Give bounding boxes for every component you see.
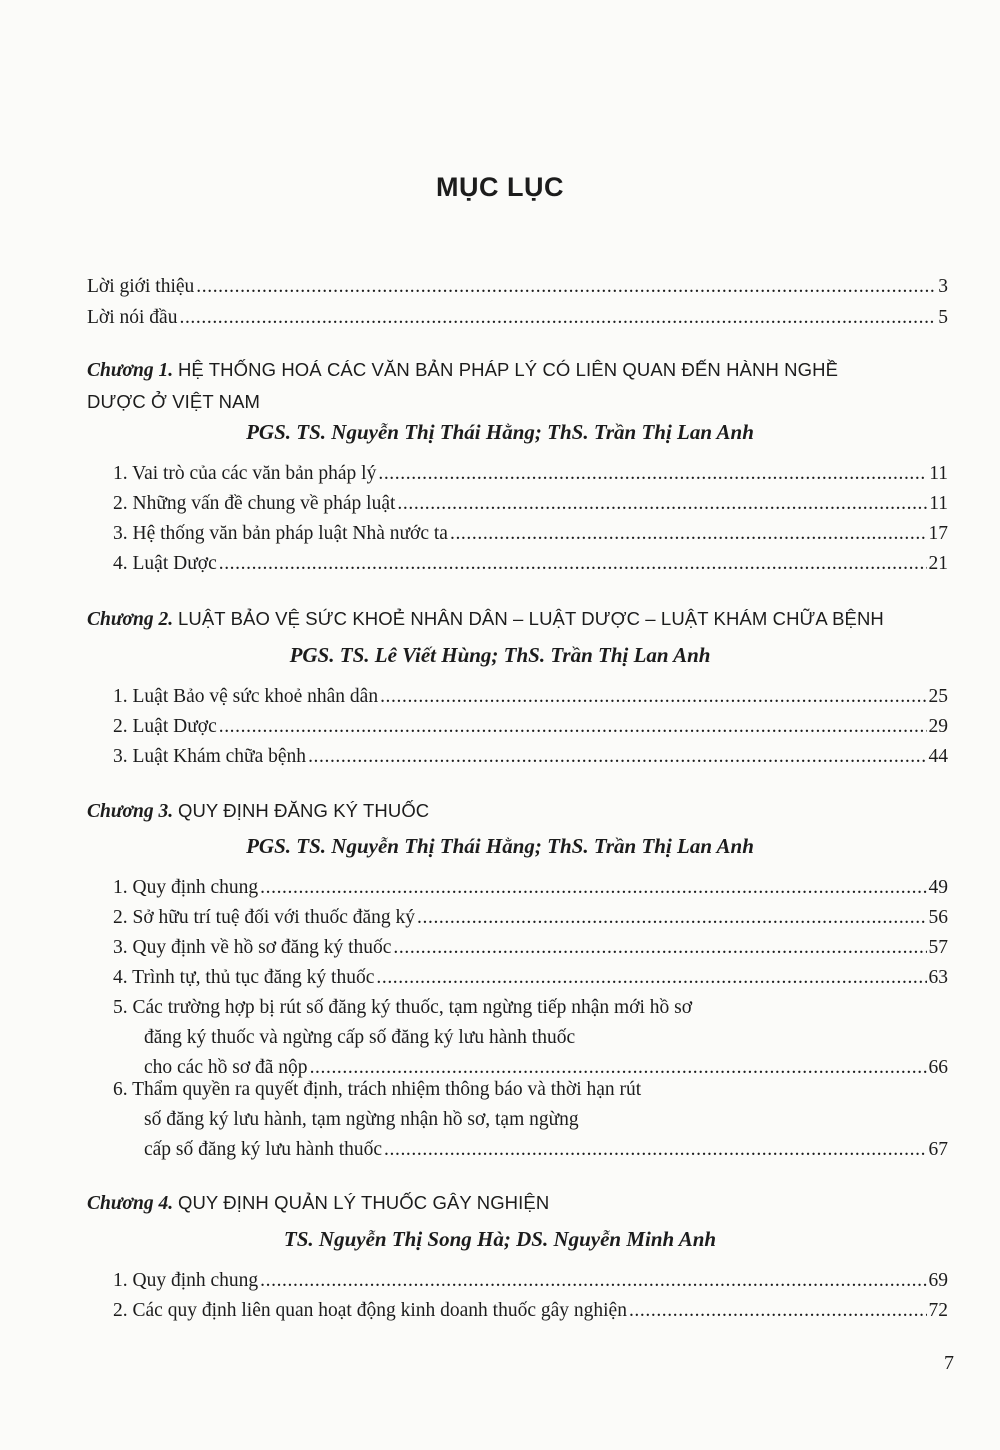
- toc-entry-label: 2. Các quy định liên quan hoạt động kinh doanh thuốc gây nghiện: [113, 1300, 627, 1321]
- page-title: MỤC LỤC: [436, 172, 564, 202]
- leader-dots: [384, 1135, 926, 1165]
- toc-entry: [0, 489, 1000, 519]
- toc-entry: [0, 712, 1000, 742]
- leader-dots: [629, 1296, 927, 1326]
- chapter-title-cont: DƯỢC Ở VIỆT NAM: [87, 391, 261, 412]
- chapter-authors: PGS. TS. Nguyễn Thị Thái Hằng; ThS. Trần Thị Lan Anh: [246, 420, 754, 444]
- chapter-heading-1: [87, 354, 937, 418]
- toc-entry-label: 3. Quy định về hồ sơ đăng ký thuốc: [113, 937, 392, 958]
- toc-entry-line: 5. Các trường hợp bị rút số đăng ký thuốc, tạm ngừng tiếp nhận mới hồ sơ: [113, 997, 693, 1018]
- toc-entry: [0, 519, 1000, 549]
- chapter-authors: TS. Nguyễn Thị Song Hà; DS. Nguyễn Minh Anh: [283, 1227, 717, 1251]
- leader-dots: [378, 459, 927, 489]
- toc-entry-line: cấp số đăng ký lưu hành thuốc: [144, 1139, 383, 1160]
- leader-dots: [393, 933, 926, 963]
- toc-page-number: 56: [928, 907, 948, 928]
- toc-page-number: 17: [928, 523, 948, 544]
- leader-dots: [417, 903, 926, 933]
- chapter-title: QUY ĐỊNH QUẢN LÝ THUỐC GÂY NGHIỆN: [177, 1192, 550, 1213]
- toc-page-number: 5: [938, 307, 948, 328]
- chapter-title: HỆ THỐNG HOÁ CÁC VĂN BẢN PHÁP LÝ CÓ LIÊN QUAN ĐẾN HÀNH NGHỀ: [177, 359, 839, 380]
- chapter-title: LUẬT BẢO VỆ SỨC KHOẺ NHÂN DÂN – LUẬT DƯỢC – LUẬT KHÁM CHỮA BỆNH: [177, 608, 884, 629]
- toc-page-number: 21: [928, 553, 948, 574]
- toc-entry: [0, 873, 1000, 903]
- toc-entry-label: 4. Trình tự, thủ tục đăng ký thuốc: [113, 967, 375, 988]
- chapter-heading-2: [87, 603, 937, 635]
- toc-page-number: 49: [928, 877, 948, 898]
- chapter-authors: PGS. TS. Lê Viết Hùng; ThS. Trần Thị Lan Anh: [289, 643, 711, 667]
- toc-page-number: 11: [929, 493, 948, 514]
- toc-page-number: 66: [928, 1057, 948, 1078]
- toc-page-number: 63: [928, 967, 948, 988]
- toc-entry: [0, 742, 1000, 772]
- toc-entry-label: 1. Quy định chung: [113, 877, 259, 898]
- toc-entry-label: Lời giới thiệu: [87, 276, 195, 297]
- toc-entry: [0, 933, 1000, 963]
- toc-entry: [0, 549, 1000, 579]
- toc-entry: [0, 1296, 1000, 1326]
- chapter-title: QUY ĐỊNH ĐĂNG KÝ THUỐC: [177, 800, 430, 821]
- leader-dots: [179, 303, 936, 333]
- toc-entry-label: 3. Hệ thống văn bản pháp luật Nhà nước ta: [113, 523, 448, 544]
- toc-entry-multiline: [113, 1075, 948, 1165]
- chapter-heading-4: [87, 1187, 937, 1219]
- leader-dots: [260, 873, 926, 903]
- toc-entry-label: 3. Luật Khám chữa bệnh: [113, 746, 307, 767]
- toc-page-number: 67: [928, 1139, 948, 1160]
- toc-entry-label: 1. Luật Bảo vệ sức khoẻ nhân dân: [113, 686, 379, 707]
- toc-entry: [0, 1266, 1000, 1296]
- toc-entry-label: 2. Luật Dược: [113, 716, 217, 737]
- toc-entry-label: 2. Sở hữu trí tuệ đối với thuốc đăng ký: [113, 907, 416, 928]
- leader-dots: [380, 682, 926, 712]
- toc-entry-label: 4. Luật Dược: [113, 553, 217, 574]
- toc-entry: [0, 903, 1000, 933]
- toc-page-number: 29: [928, 716, 948, 737]
- toc-entry-intro: [0, 272, 1000, 302]
- leader-dots: [308, 742, 926, 772]
- chapter-label: Chương 2.: [87, 609, 174, 630]
- toc-page-number: 25: [928, 686, 948, 707]
- toc-page-number: 11: [929, 463, 948, 484]
- leader-dots: [196, 272, 936, 302]
- toc-page-number: 69: [928, 1270, 948, 1291]
- toc-entry-label: Lời nói đầu: [87, 307, 178, 328]
- chapter-label: Chương 1.: [87, 360, 174, 381]
- leader-dots: [397, 489, 927, 519]
- toc-entry-line: đăng ký thuốc và ngừng cấp số đăng ký lưu hành thuốc: [144, 1027, 576, 1048]
- toc-entry-label: 1. Quy định chung: [113, 1270, 259, 1291]
- chapter-authors: PGS. TS. Nguyễn Thị Thái Hằng; ThS. Trần Thị Lan Anh: [246, 834, 754, 858]
- leader-dots: [219, 712, 927, 742]
- toc-page-number: 3: [938, 276, 948, 297]
- toc-entry-line: số đăng ký lưu hành, tạm ngừng nhận hồ sơ, tạm ngừng: [144, 1109, 579, 1130]
- leader-dots: [376, 963, 926, 993]
- toc-entry-preface: [0, 303, 1000, 333]
- leader-dots: [260, 1266, 926, 1296]
- toc-entry: [0, 963, 1000, 993]
- chapter-label: Chương 3.: [87, 801, 174, 822]
- chapter-heading-3: [87, 795, 937, 827]
- toc-entry-label: 1. Vai trò của các văn bản pháp lý: [113, 463, 377, 484]
- toc-entry: [0, 459, 1000, 489]
- leader-dots: [219, 549, 927, 579]
- toc-entry-line: cho các hồ sơ đã nộp: [144, 1057, 308, 1078]
- toc-entry-multiline: [113, 993, 948, 1083]
- leader-dots: [450, 519, 927, 549]
- toc-page-number: 57: [928, 937, 948, 958]
- toc-entry-label: 2. Những vấn đề chung về pháp luật: [113, 493, 396, 514]
- toc-entry: [0, 682, 1000, 712]
- chapter-label: Chương 4.: [87, 1193, 174, 1214]
- toc-page-number: 44: [928, 746, 948, 767]
- page-number: 7: [944, 1352, 954, 1374]
- toc-page-number: 72: [928, 1300, 948, 1321]
- toc-entry-line: 6. Thẩm quyền ra quyết định, trách nhiệm thông báo và thời hạn rút: [113, 1079, 642, 1100]
